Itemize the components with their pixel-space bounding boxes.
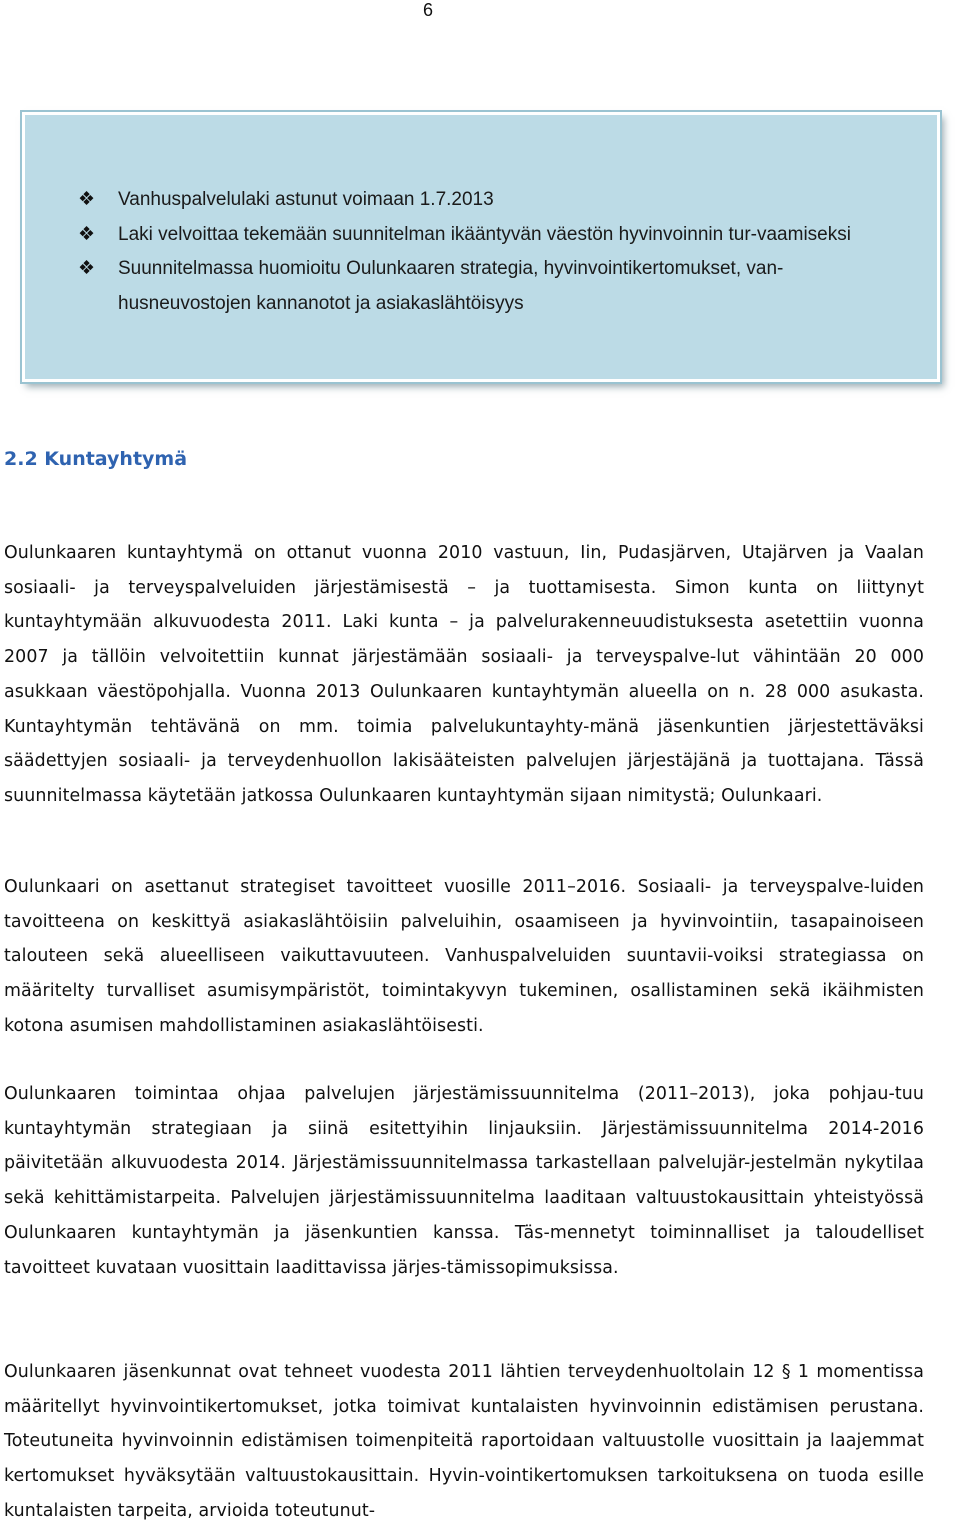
diamond-bullet-icon: ❖	[78, 258, 96, 279]
callout-bullet-list	[78, 183, 898, 321]
page-number: 6	[422, 0, 433, 20]
diamond-bullet-icon: ❖	[78, 223, 96, 245]
bullet-item	[78, 252, 898, 321]
body-paragraph: Oulunkaari on asettanut strategiset tavoitteet vuosille 2011–2016. Sosiaali- ja terveyspalve-luiden tavoitteena on keskittyä asiakaslähtöisiin palveluihin, osaamiseen ja hyvinvointiin, tasapainoiseen talouteen sekä alueelliseen vaikuttavuuteen. Vanhuspalveluiden suuntavii-voiksi strategiassa on määritelty turvalliset asumisympäristöt, toimintakyvyn tukeminen, osallistaminen sekä ikäihmisten kotona asumisen mahdollistaminen asiakaslähtöisesti.	[4, 877, 924, 1036]
body-paragraph: Oulunkaaren jäsenkunnat ovat tehneet vuodesta 2011 lähtien terveydenhuoltolain 12 § 1 momentissa määritellyt hyvinvointikertomukset, jotka toimivat kuntalaisten hyvinvoinnin edistämisen perustana. Toteutuneita hyvinvoinnin edistämisen toimenpiteitä raportoidaan valtuustolle vuosittain ja laajemmat kertomukset hyväksytään valtuustokausittain. Hyvin-vointikertomuksen tarkoituksena on tuoda esille kuntalaisten tarpeita, arvioida toteutunut-	[4, 1362, 924, 1521]
body-paragraph: Oulunkaaren toimintaa ohjaa palvelujen järjestämissuunnitelma (2011–2013), joka pohjau-tuu kuntayhtymän strategiaan ja siinä esitettyihin linjauksiin. Järjestämissuunnitelma 2014-2016 päivitetään alkuvuodesta 2014. Järjestämissuunnitelmassa tarkastellaan palvelujär-jestelmän nykytilaa sekä kehittämistarpeita. Palvelujen järjestämissuunnitelma laaditaan valtuustokausittain yhteistyössä Oulunkaaren kuntayhtymän ja jäsenkuntien kanssa. Täs-mennetyt toiminnalliset ja taloudelliset tavoitteet kuvataan vuosittain laadittavissa järjes-tämissopimuksissa.	[4, 1084, 924, 1278]
bullet-item	[78, 218, 898, 253]
bullet-text: Laki velvoittaa tekemään suunnitelman ikääntyvän väestön hyvinvoinnin tur-vaamiseksi	[118, 223, 851, 245]
diamond-bullet-icon: ❖	[78, 189, 96, 210]
bullet-text: Vanhuspalvelulaki astunut voimaan 1.7.2013	[118, 189, 494, 210]
bullet-item	[78, 183, 898, 218]
section-heading: 2.2 Kuntayhtymä	[4, 448, 188, 470]
body-paragraph: Oulunkaaren kuntayhtymä on ottanut vuonna 2010 vastuun, Iin, Pudasjärven, Utajärven ja Vaalan sosiaali- ja terveyspalveluiden järjestämisestä – ja tuottamisesta. Simon kunta on liittynyt kuntayhtymään alkuvuodesta 2011. Laki kunta – ja palvelurakenneuudistuksesta asetettiin vuonna 2007 ja tällöin velvoitettiin kunnat järjestämään sosiaali- ja terveyspalve-lut vähintään 20 000 asukkaan väestöpohjalla. Vuonna 2013 Oulunkaaren kuntayhtymän alueella on n. 28 000 asukasta. Kuntayhtymän tehtävänä on mm. toimia palvelukuntayhty-mänä jäsenkuntien järjestettäväksi säädettyjen sosiaali- ja terveydenhuollon lakisääteisten palvelujen järjestäjänä ja tuottajana. Tässä suunnitelmassa käytetään jatkossa Oulunkaaren kuntayhtymän sijaan nimitystä; Oulunkaari.	[4, 543, 924, 806]
bullet-text: Suunnitelmassa huomioitu Oulunkaaren strategia, hyvinvointikertomukset, van-husneuvostojen kannanotot ja asiakaslähtöisyys	[118, 258, 784, 314]
